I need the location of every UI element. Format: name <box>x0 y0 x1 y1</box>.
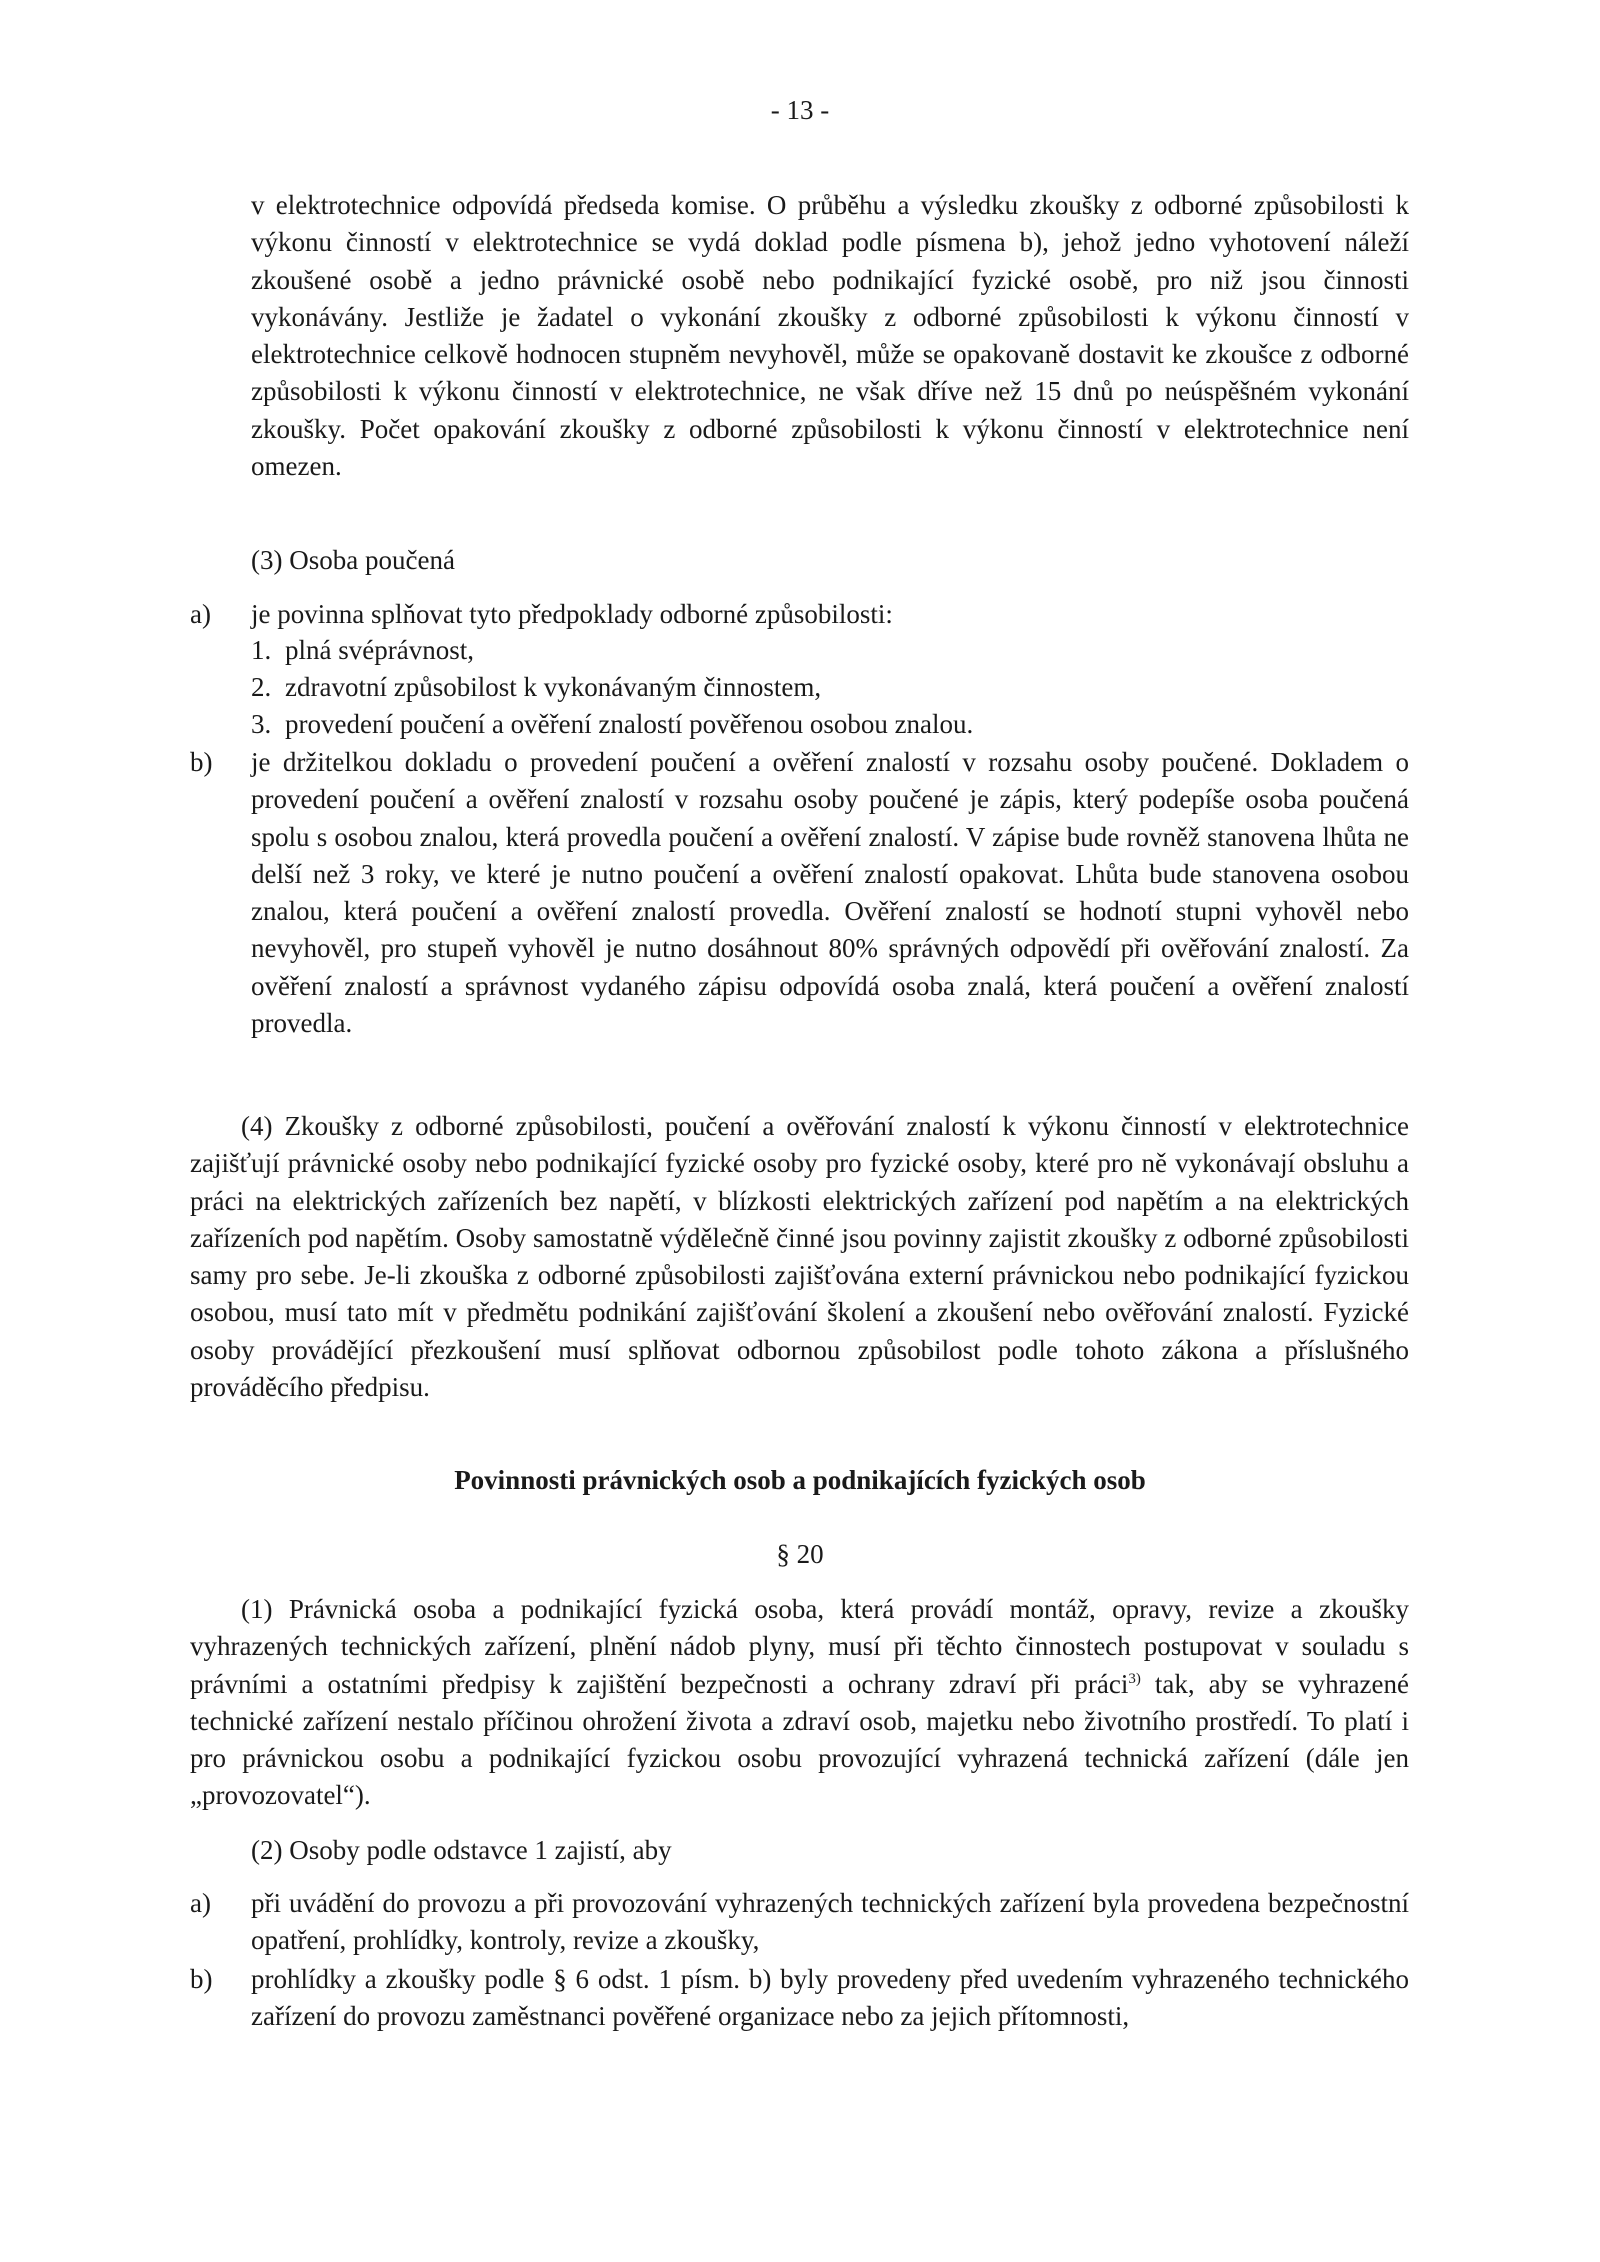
page-number: - 13 - <box>770 95 830 125</box>
sublist-number-2: 2. <box>251 672 272 702</box>
section-20-p1-text-cont: tak, aby se vyhrazené technické zařízení nestalo příčinou ohrožení života a zdraví osob, majetku nebo životního prostředí. To platí i pro právnickou osobu a podnikající fyzickou osobu provozující vyhrazená technická zařízení (dále jen „provozovatel“). <box>190 1668 1410 1811</box>
s20-list-letter-b: b) <box>190 1964 213 1994</box>
section-20-paragraph-1 <box>190 1591 1409 1815</box>
list-letter-b: b) <box>190 747 213 777</box>
s20-list-item-a-text: při uvádění do provozu a při provozování vyhrazených technických zařízení byla provedena bezpečnostní opatření, prohlídky, kontroly, revize a zkoušky, <box>251 1888 1409 1956</box>
paragraph-continuation: v elektrotechnice odpovídá předseda komise. O průběhu a výsledku zkoušky z odborné způsobilosti k výkonu činností v elektrotechnice se vydá doklad podle písmena b), jehož jedno vyhotovení náleží zkoušené osobě a jedno právnické osobě nebo podnikající fyzické osobě, pro niž jsou činnosti vykonávány. Jestliže je žadatel o vykonání zkoušky z odborné způsobilosti k výkonu činností v elektrotechnice celkově hodnocen stupněm nevyhověl, může se opakovaně dostavit ke zkoušce z odborné způsobilosti k výkonu činností v elektrotechnice, ne však dříve než 15 dnů po neúspěšném vykonání zkoušky. Počet opakování zkoušky z odborné způsobilosti k výkonu činností v elektrotechnice není omezen. <box>251 190 1409 482</box>
footnote-reference: 3) <box>1128 1670 1141 1687</box>
sublist-number-3: 3. <box>251 709 272 739</box>
paragraph-3-heading: (3) Osoba poučená <box>251 545 455 575</box>
sublist-number-1: 1. <box>251 635 272 665</box>
section-heading: Povinnosti právnických osob a podnikajících fyzických osob <box>454 1465 1146 1495</box>
list-item-b-text: je držitelkou dokladu o provedení poučení a ověření znalostí v rozsahu osoby poučené. Dokladem o provedení poučení a ověření znalostí v rozsahu osoby poučené je zápis, který podepíše osoba poučená spolu s osobou znalou, která provedla poučení a ověření znalostí. V zápise bude rovněž stanovena lhůta ne delší než 3 roky, ve které je nutno poučení a ověření znalostí opakovat. Lhůta bude stanovena osobou znalou, která poučení a ověření znalostí provedla. Ověření znalostí se hodnotí stupni vyhověl nebo nevyhověl, pro stupeň vyhověl je nutno dosáhnout 80% správných odpovědí při ověřování znalostí. Za ověření znalostí a správnost vydaného zápisu odpovídá osoba znalá, která poučení a ověření znalostí provedla. <box>251 747 1409 1039</box>
section-20-paragraph-2-heading: (2) Osoby podle odstavce 1 zajistí, aby <box>251 1835 672 1865</box>
sublist-item-1: plná svéprávnost, <box>285 635 474 665</box>
s20-list-item-b-text: prohlídky a zkoušky podle § 6 odst. 1 písm. b) byly provedeny před uvedením vyhrazeného technického zařízení do provozu zaměstnanci pověřené organizace nebo za jejich přítomnosti, <box>251 1964 1409 2032</box>
section-20-p1-text: (1) Právnická osoba a podnikající fyzická osoba, která provádí montáž, opravy, revize a zkoušky vyhrazených technických zařízení, plnění nádob plyny, musí při těchto činnostech postupovat v souladu s právními a ostatními předpisy k zajištění bezpečnosti a ochrany zdraví při práci <box>190 1594 1409 1699</box>
paragraph-4: (4) Zkoušky z odborné způsobilosti, poučení a ověřování znalostí k výkonu činností v elektrotechnice zajišťují právnické osoby nebo podnikající fyzické osoby pro fyzické osoby, které pro ně vykonávají obsluhu a práci na elektrických zařízeních bez napětí, v blízkosti elektrických zařízení pod napětím a na elektrických zařízeních pod napětím. Osoby samostatně výdělečně činné jsou povinny zajistit zkoušky z odborné způsobilosti samy pro sebe. Je-li zkouška z odborné způsobilosti zajišťována externí právnickou nebo podnikající fyzickou osobou, musí tato mít v předmětu podnikání zajišťování školení a zkoušení nebo ověřování znalostí. Fyzické osoby provádějící přezkoušení musí splňovat odbornou způsobilost podle tohoto zákona a příslušného prováděcího předpisu. <box>190 1111 1409 1403</box>
list-letter-a: a) <box>190 599 211 629</box>
list-item-a-text: je povinna splňovat tyto předpoklady odborné způsobilosti: <box>251 599 893 629</box>
s20-list-letter-a: a) <box>190 1888 211 1918</box>
sublist-item-2: zdravotní způsobilost k vykonávaným činnostem, <box>285 672 822 702</box>
section-number: § 20 <box>776 1539 824 1569</box>
sublist-item-3: provedení poučení a ověření znalostí pověřenou osobou znalou. <box>285 709 974 739</box>
